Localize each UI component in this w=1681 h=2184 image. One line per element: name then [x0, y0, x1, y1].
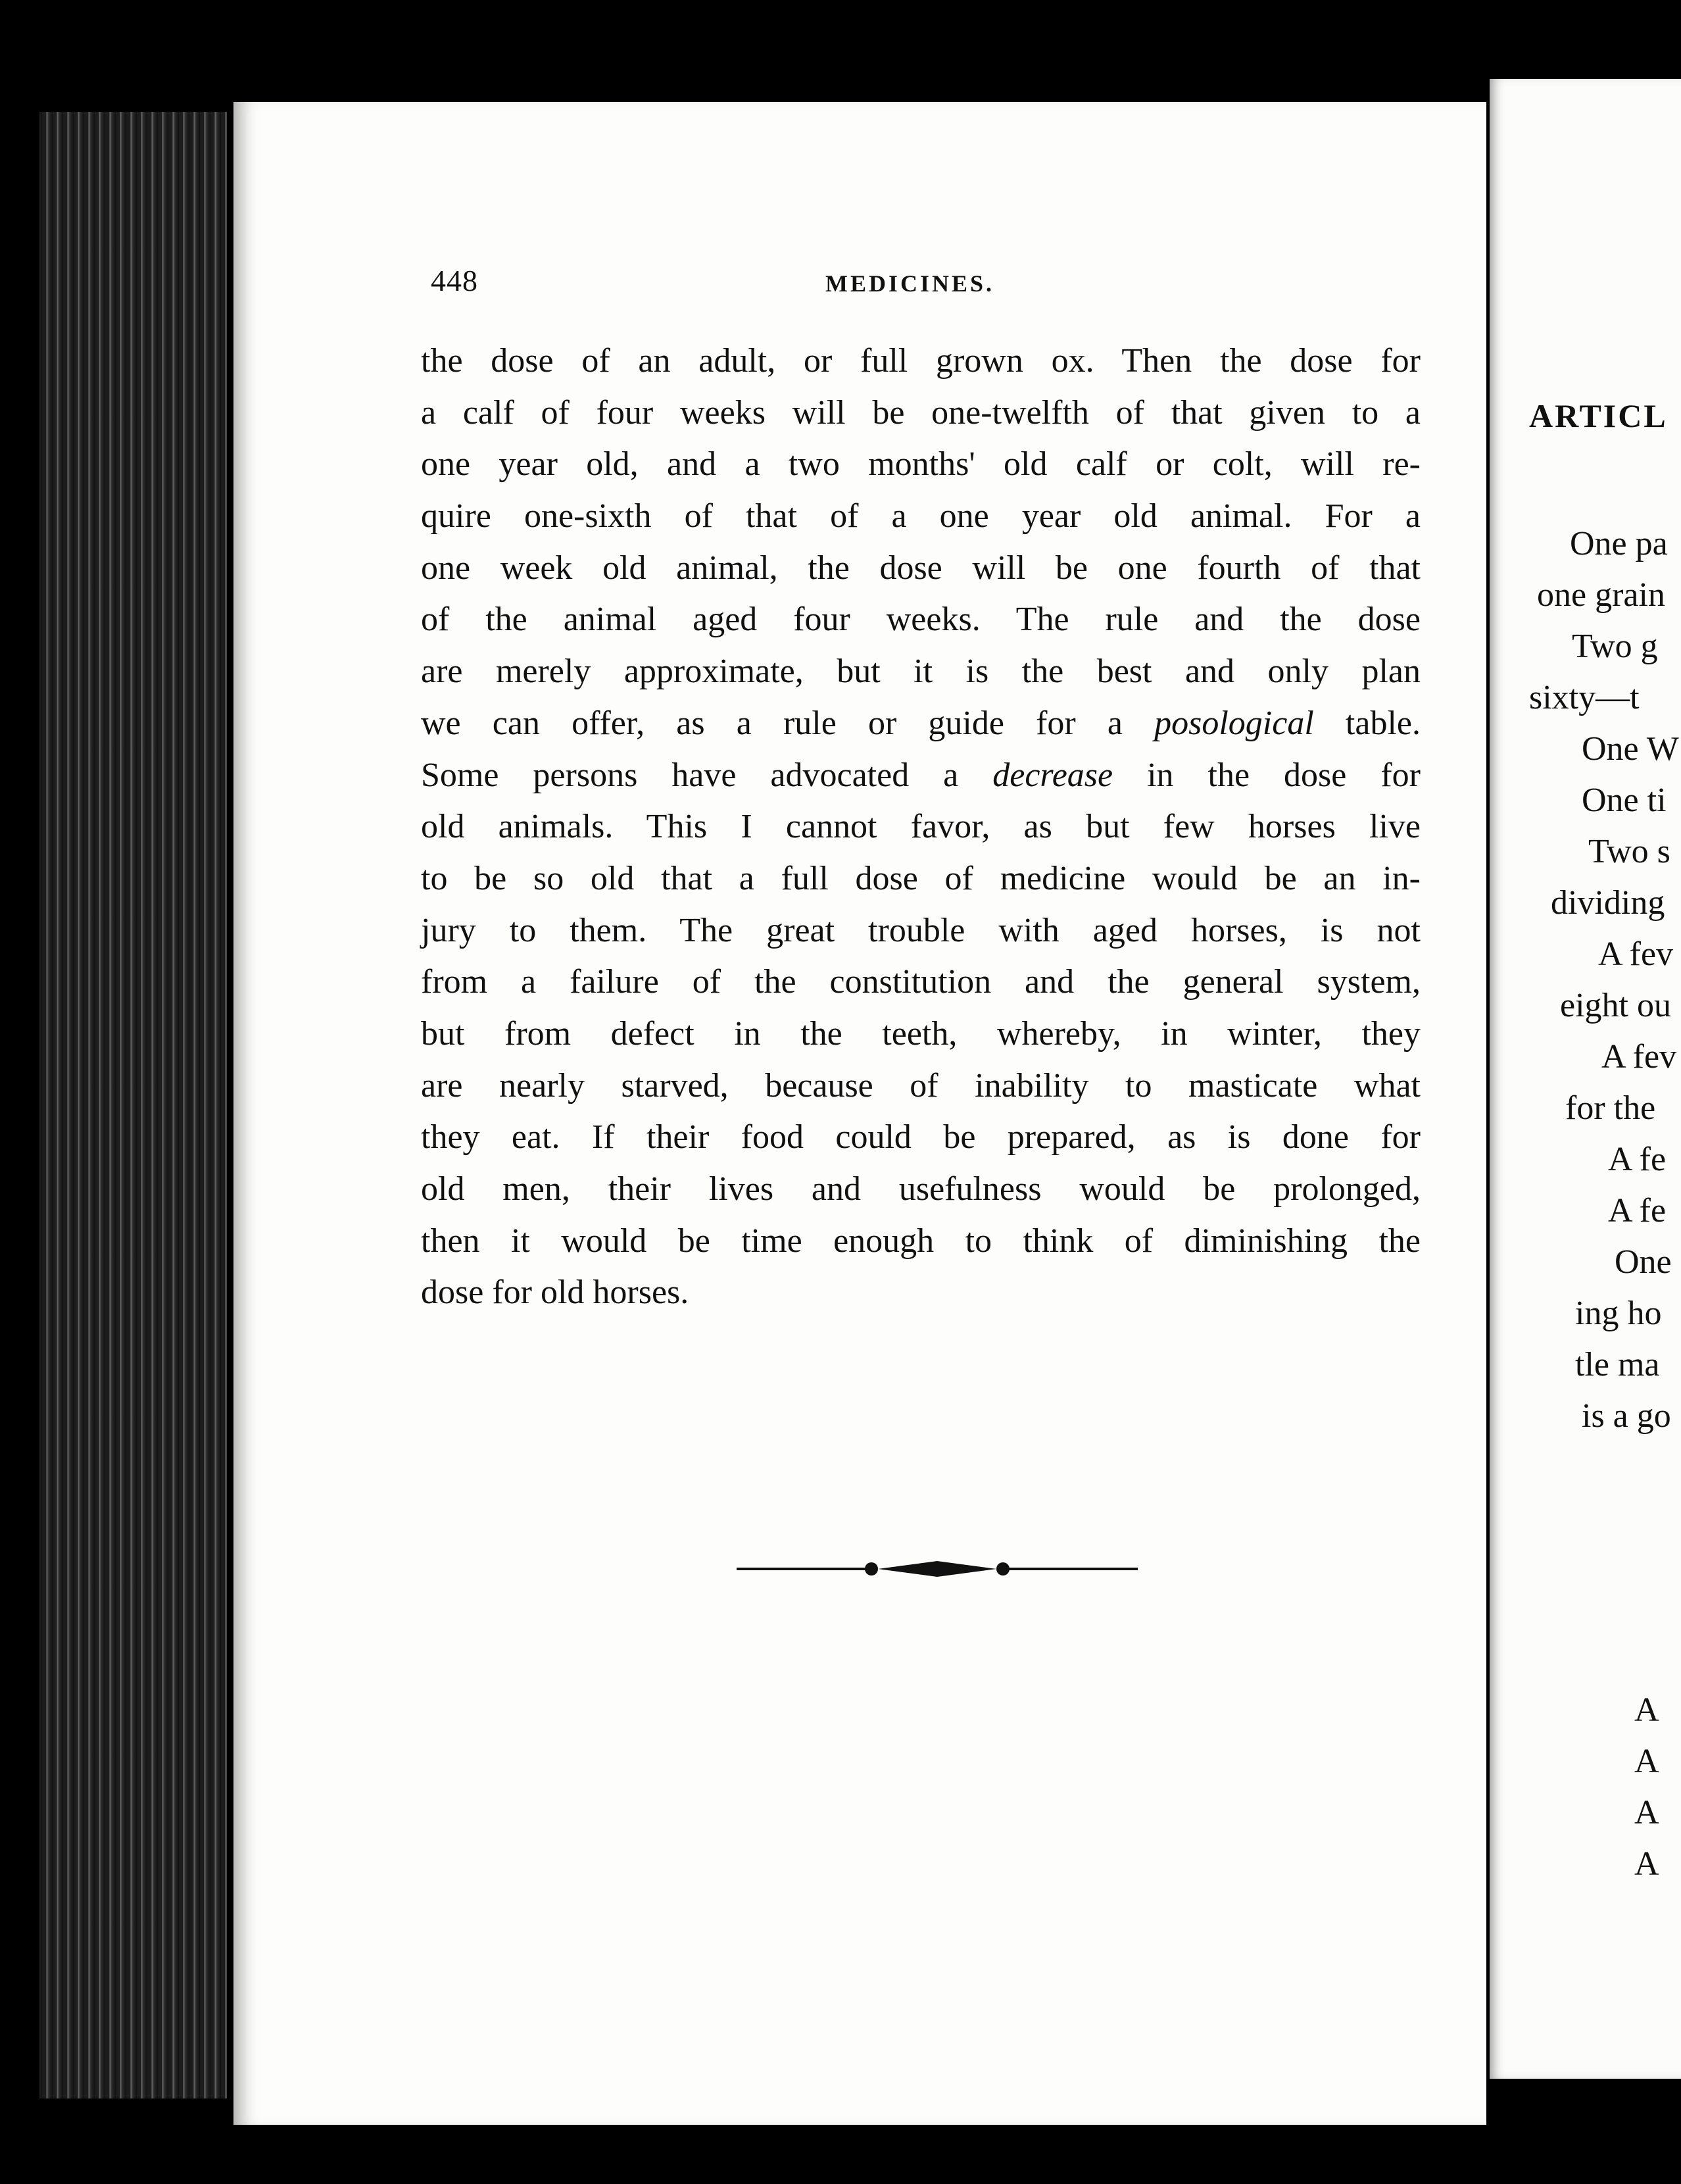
body-text	[421, 335, 1421, 1319]
text-line: dose for old horses.	[421, 1274, 689, 1312]
page-number: 448	[431, 264, 478, 297]
facing-fragment: tle ma	[1575, 1346, 1660, 1383]
text-line-with-italic	[421, 750, 1421, 802]
facing-fragment: Two s	[1588, 833, 1670, 870]
text-line-with-italic	[421, 698, 1421, 750]
text-line: but from defect in the teeth, whereby, in winter, they	[421, 1014, 1421, 1053]
text-line: one year old, and a two months' old calf or colt, will re-	[421, 445, 1421, 484]
facing-fragment: A fe	[1608, 1141, 1667, 1178]
facing-fragment: One pa	[1570, 525, 1668, 562]
text-line: quire one-sixth of that of a one year old animal. For a	[421, 497, 1421, 535]
text-line: old animals. This I cannot favor, as but few horses live	[421, 808, 1421, 846]
facing-fragment: for the	[1565, 1089, 1656, 1127]
text-line: jury to them. The great trouble with aged horses, is not	[421, 911, 1421, 949]
italic-word: decrease	[992, 756, 1113, 794]
facing-fragment: A fev	[1598, 935, 1674, 973]
facing-page	[1490, 79, 1681, 2079]
italic-word: posological	[1154, 704, 1314, 742]
facing-heading: ARTICL	[1529, 397, 1668, 434]
text-segment: Some persons have advocated a	[421, 756, 959, 794]
facing-page-text	[1490, 79, 1681, 2079]
text-segment: table.	[1313, 704, 1421, 742]
running-head: MEDICINES.	[825, 270, 995, 297]
text-line: one week old animal, the dose will be one fourth of that	[421, 549, 1421, 587]
facing-fragment: A fe	[1608, 1192, 1667, 1229]
text-line: are nearly starved, because of inability to masticate what	[421, 1066, 1421, 1104]
text-line: a calf of four weeks will be one-twelfth of that given to a	[421, 393, 1421, 432]
text-line: they eat. If their food could be prepared, as is done for	[421, 1118, 1421, 1156]
facing-fragment: eight ou	[1560, 987, 1671, 1024]
facing-fragment: ing ho	[1575, 1295, 1662, 1332]
facing-fragment: One W	[1582, 730, 1679, 768]
facing-fragment: dividing	[1551, 884, 1665, 922]
facing-fragment: Two g	[1572, 628, 1658, 665]
page-header	[431, 263, 1417, 309]
text-segment: we can offer, as a rule or guide for a	[421, 704, 1123, 742]
text-line: then it would be time enough to think of diminishing the	[421, 1222, 1421, 1260]
facing-fragment: A	[1634, 1794, 1659, 1831]
facing-fragment: A fev	[1601, 1038, 1677, 1076]
text-line: of the animal aged four weeks. The rule and the dose	[421, 601, 1421, 639]
facing-fragment: A	[1634, 1743, 1659, 1780]
facing-fragment: one grain	[1537, 576, 1665, 614]
facing-fragment: sixty—t	[1529, 679, 1640, 716]
facing-fragment: One ti	[1582, 782, 1667, 819]
ornament-divider	[737, 1556, 1138, 1582]
text-line: old men, their lives and usefulness would be prolonged,	[421, 1170, 1421, 1208]
text-line: are merely approximate, but it is the best and only plan	[421, 653, 1421, 691]
facing-fragment: A	[1634, 1691, 1659, 1729]
facing-fragment: One	[1615, 1243, 1672, 1281]
text-line: the dose of an adult, or full grown ox. Then the dose for	[421, 342, 1421, 380]
text-line: from a failure of the constitution and the general system,	[421, 963, 1421, 1001]
facing-fragment: is a go	[1582, 1397, 1671, 1435]
scan-border	[0, 0, 39, 2184]
text-line: to be so old that a full dose of medicine would be an in-	[421, 859, 1421, 897]
text-segment: in the dose for	[1113, 756, 1421, 794]
facing-fragment: A	[1634, 1845, 1659, 1883]
